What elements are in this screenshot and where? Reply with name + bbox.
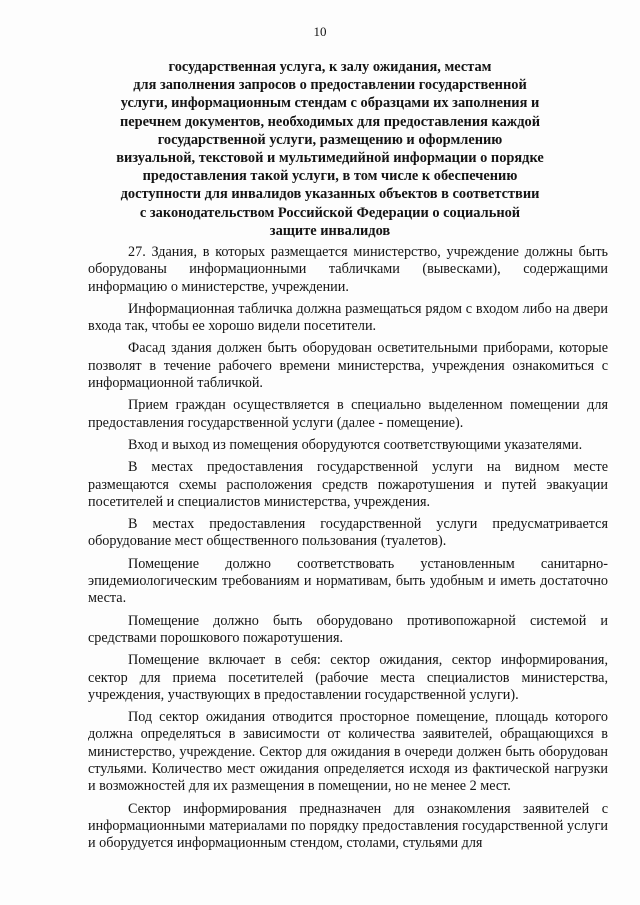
paragraph: Под сектор ожидания отводится просторное помещение, площадь которого должна определяться в зависимости от количества заявителей, обращающихся в министерство, учреждение. Сектор для ожидания в очереди должен быть оборудован стульями. Количество мест ожидания определяется исходя из фактической нагрузки и возможностей для их размещения в помещении, но не менее 2 мест. [88,709,608,795]
heading-line: защите инвалидов [269,222,391,239]
page-number: 10 [313,24,327,39]
heading-line: с законодательством Российской Федерации о социальной [139,204,521,221]
heading-line: услуги, информационным стендам с образцами их заполнения и [120,95,540,112]
document-body [88,244,608,858]
heading-line: перечнем документов, необходимых для предоставления каждой [120,113,540,130]
paragraph: Информационная табличка должна размещаться рядом с входом либо на двери входа так, чтобы ее хорошо видели посетители. [88,300,608,335]
paragraph: Помещение включает в себя: сектор ожидания, сектор информирования, сектор для приема посетителей (рабочие места специалистов министерства, учреждения, участвующих в предоставлении государственной услуги). [88,652,608,703]
heading-line: для заполнения запросов о предоставлении государственной [133,77,527,94]
paragraph: Сектор информирования предназначен для ознакомления заявителей с информационными материалами по порядку предоставления государственной услуги и оборудуется информационным стендом, столами, стульями для [88,800,608,852]
paragraph: Помещение должно быть оборудовано противопожарной системой и средствами порошкового пожаротушения. [88,612,608,646]
heading-line: предоставления такой услуги, в том числе к обеспечению [142,168,518,185]
paragraph: Фасад здания должен быть оборудован осветительными приборами, которые позволят в течение рабочего времени министерства, учреждения ознакомиться с информационной табличкой. [88,340,608,392]
heading-line: государственная услуга, к залу ожидания, местам [168,59,492,75]
paragraph: В местах предоставления государственной услуги предусматривается оборудование мест общественного пользования (туалетов). [88,516,608,550]
section-heading [80,58,580,240]
paragraph: В местах предоставления государственной услуги на видном месте размещаются схемы расположения средств пожаротушения и путей эвакуации посетителей и специалистов министерства, учреждения. [88,459,608,510]
heading-line: доступности для инвалидов указанных объектов в соответствии [120,186,540,203]
paragraph: Вход и выход из помещения оборудуются соответствующими указателями. [128,436,583,453]
heading-line: государственной услуги, размещению и оформлению [157,131,503,148]
heading-line: визуальной, текстовой и мультимедийной информации о порядке [116,150,544,167]
paragraph-27: 27. Здания, в которых размещается министерство, учреждение должны быть оборудованы информационными табличками (вывесками), содержащими информацию о министерстве, учреждении. [88,244,608,295]
paragraph: Помещение должно соответствовать установленным санитарно-эпидемиологическим требованиям и нормативам, быть удобным и иметь достаточно места. [88,555,608,607]
paragraph: Прием граждан осуществляется в специально выделенном помещении для предоставления государственной услуги (далее - помещение). [88,397,608,431]
